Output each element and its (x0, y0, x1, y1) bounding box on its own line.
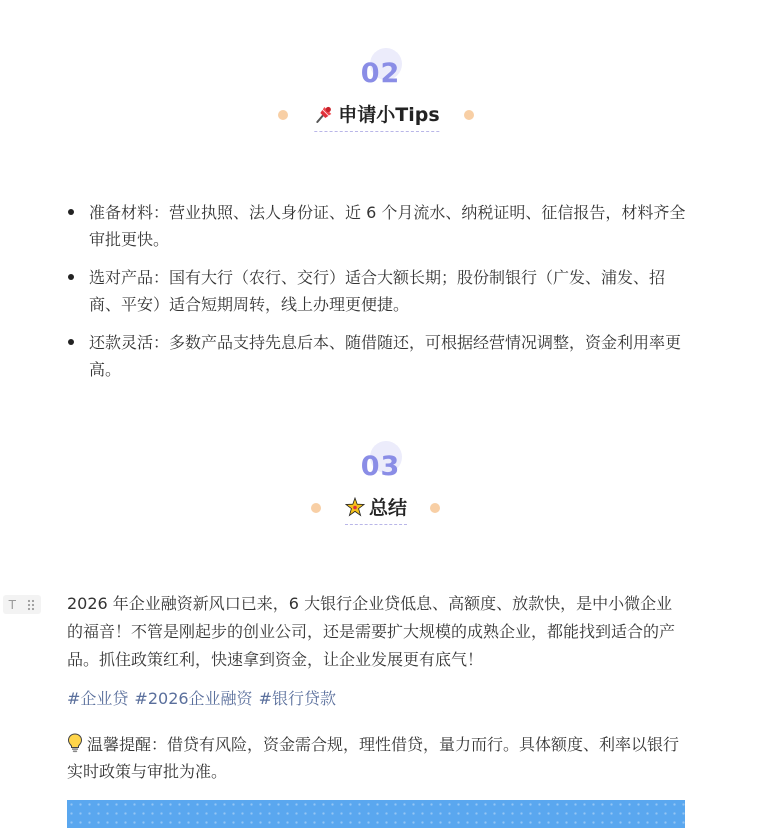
title-dot-left (278, 110, 288, 120)
section-header-02 (0, 60, 761, 134)
lightbulb-icon (67, 733, 83, 753)
hashtag-link[interactable]: #银行贷款 (258, 689, 336, 708)
reminder-paragraph (67, 731, 687, 785)
tips-list (66, 199, 691, 394)
bullet-icon (68, 209, 74, 215)
title-dot-right (430, 503, 440, 513)
title-dot-left (311, 503, 321, 513)
list-item: 还款灵活：多数产品支持先息后本、随借随还，可根据经营情况调整，资金利用率更高。 (66, 329, 691, 383)
bullet-icon (68, 339, 74, 345)
drag-handle-icon (27, 599, 35, 611)
hashtag-link[interactable]: #企业贷 (67, 689, 129, 708)
list-item: 选对产品：国有大行（农行、交行）适合大额长期；股份制银行（广发、浦发、招商、平安）适合短期周转，线上办理更便捷。 (66, 264, 691, 318)
title-dot-right (464, 110, 474, 120)
section-title (314, 100, 439, 132)
hashtag-row (67, 686, 342, 709)
block-drag-handle[interactable] (3, 595, 41, 614)
list-item: 准备材料：营业执照、法人身份证、近 6 个月流水、纳税证明、征信报告，材料齐全审批更快。 (66, 199, 691, 253)
sparkle-star-icon (345, 497, 365, 517)
section-header-03 (0, 453, 761, 527)
pushpin-icon (314, 104, 334, 124)
summary-paragraph: 2026 年企业融资新风口已来，6 大银行企业贷低息、高额度、放款快，是中小微企业的福音！不管是刚起步的创业公司，还是需要扩大规模的成熟企业，都能找到适合的产品。抓住政策红利，快速拿到资金，让企业发展更有底气！ (67, 594, 676, 669)
section-number: 03 (360, 451, 401, 482)
section-title (345, 493, 407, 525)
section-title-text: 总结 (368, 497, 408, 519)
section-number: 02 (360, 58, 401, 89)
blue-banner-image (67, 800, 685, 828)
hashtag-link[interactable]: #2026企业融资 (134, 689, 253, 708)
text-type-label: T (8, 597, 16, 612)
section-title-text: 申请小Tips (338, 104, 440, 126)
bullet-icon (68, 274, 74, 280)
reminder-text: 温馨提醒：借贷有风险，资金需合规，理性借贷，量力而行。具体额度、利率以银行实时政策与审批为准。 (67, 735, 680, 781)
